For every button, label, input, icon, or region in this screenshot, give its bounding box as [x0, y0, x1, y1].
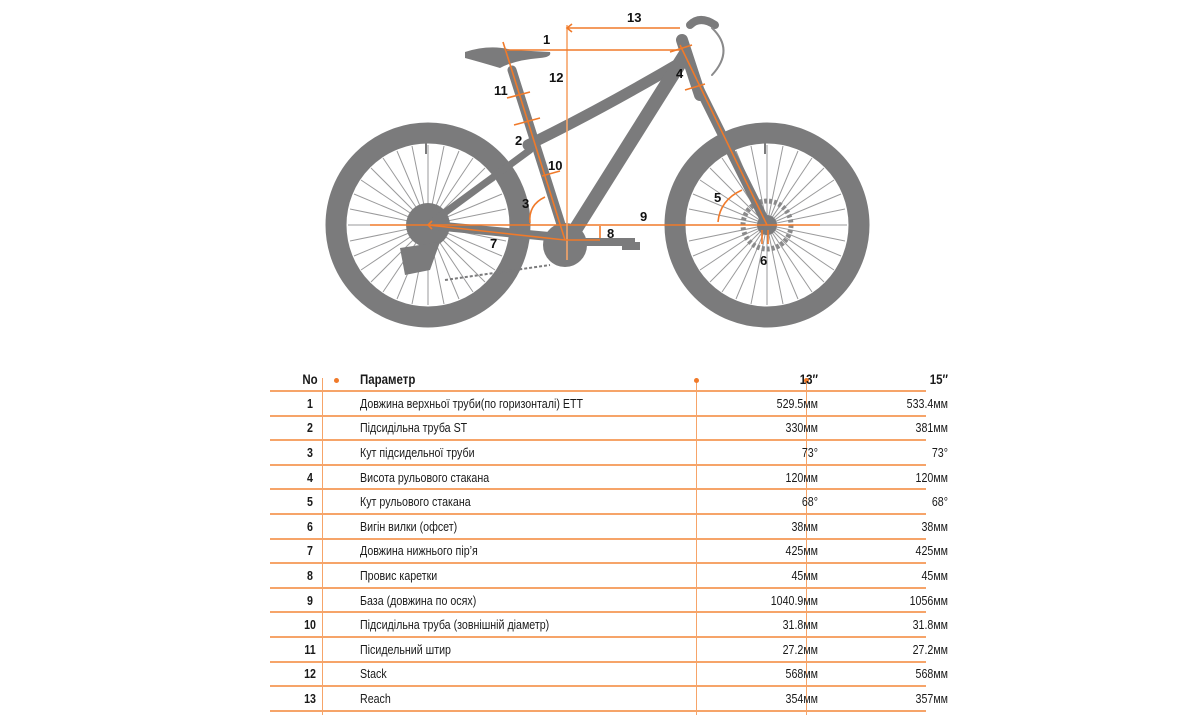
- row-value-13: 120мм: [785, 469, 818, 485]
- label-1: 1: [543, 32, 551, 47]
- label-2: 2: [515, 133, 523, 148]
- row-value-13: 38мм: [791, 518, 818, 534]
- row-value-13: 27.2мм: [782, 641, 818, 657]
- row-value-15: 120мм: [915, 469, 948, 485]
- label-3: 3: [522, 196, 530, 211]
- label-8: 8: [607, 226, 615, 241]
- geometry-table: [270, 368, 948, 712]
- row-value-13: 529.5мм: [776, 395, 818, 411]
- row-no: 12: [304, 666, 316, 682]
- row-value-13: 45мм: [791, 567, 818, 583]
- row-value-13: 1040.9мм: [770, 592, 818, 608]
- row-no: 4: [307, 469, 313, 485]
- row-value-15: 1056мм: [909, 592, 948, 608]
- table-row: [270, 663, 948, 688]
- table-row: [270, 589, 948, 614]
- label-4: 4: [676, 66, 684, 81]
- table-row: [270, 490, 948, 515]
- label-9: 9: [640, 209, 648, 224]
- row-value-15: 31.8мм: [912, 617, 948, 633]
- table-row: [270, 613, 948, 638]
- table-row: [270, 540, 948, 565]
- seat-angle-arc: [530, 197, 545, 223]
- row-value-15: 38мм: [921, 518, 948, 534]
- row-param: Reach: [360, 690, 391, 706]
- row-param: Провис каретки: [360, 567, 438, 583]
- row-param: Кут рульового стакана: [360, 494, 471, 510]
- row-value-15: 425мм: [915, 543, 948, 559]
- row-param: Вигін вилки (офсет): [360, 518, 458, 534]
- row-value-13: 31.8мм: [782, 617, 818, 633]
- row-param: База (довжина по осях): [360, 592, 477, 608]
- header-size-15: 15″: [929, 371, 948, 387]
- table-row: [270, 515, 948, 540]
- row-value-15: 45мм: [921, 567, 948, 583]
- bike-silhouette: [336, 20, 859, 317]
- row-param: Пісидельний штир: [360, 641, 451, 657]
- row-value-13: 330мм: [785, 420, 818, 436]
- row-value-13: 68°: [801, 494, 818, 510]
- row-value-15: 27.2мм: [912, 641, 948, 657]
- row-value-15: 533.4мм: [906, 395, 948, 411]
- row-param: Кут підсидельної труби: [360, 444, 475, 460]
- table-body: [270, 392, 948, 712]
- label-13: 13: [627, 10, 642, 25]
- label-11: 11: [494, 83, 508, 98]
- row-value-13: 73°: [801, 444, 818, 460]
- row-no: 10: [304, 617, 316, 633]
- row-no: 13: [304, 690, 316, 706]
- row-no: 8: [307, 567, 313, 583]
- table-row: [270, 392, 948, 417]
- row-param: Підсидільна труба (зовнішній діаметр): [360, 617, 550, 633]
- row-value-15: 73°: [931, 444, 948, 460]
- table-row: [270, 687, 948, 712]
- bike-geometry-diagram: [0, 0, 1200, 350]
- row-no: 11: [304, 641, 316, 657]
- row-param: Довжина нижнього пір’я: [360, 543, 478, 559]
- header-param: Параметр: [360, 371, 416, 387]
- row-no: 1: [307, 395, 313, 411]
- row-no: 6: [307, 518, 313, 534]
- row-param: Довжина верхньої труби(по горизонталі) ETT: [360, 395, 583, 411]
- header-size-13: 13″: [799, 371, 818, 387]
- table-header: [270, 368, 948, 392]
- row-value-15: 68°: [931, 494, 948, 510]
- table-row: [270, 466, 948, 491]
- row-value-15: 357мм: [915, 690, 948, 706]
- row-value-13: 354мм: [785, 690, 818, 706]
- row-param: Stack: [360, 666, 387, 682]
- table-row: [270, 441, 948, 466]
- table-row: [270, 564, 948, 589]
- row-no: 5: [307, 494, 313, 510]
- row-no: 9: [307, 592, 313, 608]
- row-no: 3: [307, 444, 313, 460]
- label-5: 5: [714, 190, 722, 205]
- row-value-15: 381мм: [915, 420, 948, 436]
- table-row: [270, 638, 948, 663]
- row-value-13: 568мм: [785, 666, 818, 682]
- row-no: 2: [307, 420, 313, 436]
- label-12: 12: [549, 70, 564, 85]
- row-value-15: 568мм: [915, 666, 948, 682]
- label-7: 7: [490, 236, 498, 251]
- row-value-13: 425мм: [785, 543, 818, 559]
- row-param: Підсидільна труба ST: [360, 420, 468, 436]
- label-10: 10: [548, 158, 563, 173]
- label-6: 6: [760, 253, 768, 268]
- row-param: Висота рульового стакана: [360, 469, 490, 485]
- row-no: 7: [307, 543, 313, 559]
- header-no: No: [302, 371, 318, 387]
- table-row: [270, 417, 948, 442]
